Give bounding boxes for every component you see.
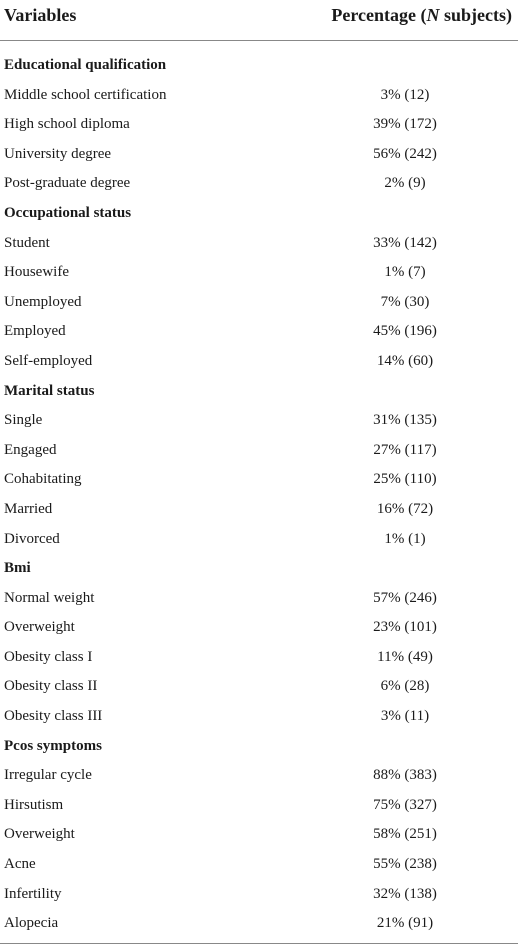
row-label: Married [4,500,53,517]
row-label: Single [4,412,43,429]
row-label: Housewife [4,264,69,281]
section-title: Occupational status [4,204,132,221]
section-header-row [0,377,518,407]
table-row [0,465,518,495]
row-label: Alopecia [4,915,59,932]
bottom-divider [0,943,518,944]
row-value: 2% (9) [384,175,426,192]
row-value: 1% (1) [384,530,426,547]
row-label: Unemployed [4,293,82,310]
row-value: 33% (142) [373,234,437,251]
row-value: 3% (12) [380,86,430,103]
header-divider [0,40,518,41]
table-row [0,436,518,466]
table-row [0,140,518,170]
column-header-percentage-n: N [426,5,440,25]
column-header-percentage-suffix: subjects) [439,5,512,25]
column-header-percentage-prefix: Percentage ( [331,5,427,25]
row-label: Cohabitating [4,471,82,488]
row-value: 11% (49) [377,648,433,665]
row-label: Self-employed [4,352,93,369]
row-value: 16% (72) [376,500,434,517]
table-row [0,643,518,673]
table-row [0,288,518,318]
table-row [0,613,518,643]
section-header-row [0,732,518,762]
row-value: 27% (117) [373,441,437,458]
row-value: 21% (91) [376,915,434,932]
section-title: Bmi [4,560,31,577]
column-header-percentage [331,3,512,27]
section-title: Educational qualification [4,57,167,73]
section-header-row [0,51,518,81]
row-label: Irregular cycle [4,767,92,784]
row-value: 31% (135) [373,412,437,429]
table-row [0,229,518,259]
row-value: 3% (11) [380,708,430,725]
row-value: 57% (246) [373,589,437,606]
row-value: 1% (7) [384,264,426,281]
row-value: 56% (242) [373,145,437,162]
row-label: University degree [4,145,112,162]
row-label: Overweight [4,826,75,843]
row-value: 58% (251) [373,826,437,843]
row-label: Employed [4,323,66,340]
row-label: Obesity class II [4,678,98,695]
table-row [0,258,518,288]
row-label: Hirsutism [4,796,64,813]
row-label: Obesity class I [4,648,93,665]
table-row [0,584,518,614]
row-value: 6% (28) [380,678,430,695]
row-label: Student [4,234,50,251]
table-row [0,347,518,377]
table-row [0,169,518,199]
row-label: Normal weight [4,589,95,606]
row-value: 55% (238) [373,856,437,873]
row-label: High school diploma [4,116,130,133]
row-label: Obesity class III [4,708,103,725]
row-value: 45% (196) [373,323,437,340]
row-value: 23% (101) [373,619,437,636]
row-label: Post-graduate degree [4,175,131,192]
table-row [0,761,518,791]
table-row [0,495,518,525]
section-title: Pcos symptoms [4,737,102,754]
row-value: 25% (110) [373,471,437,488]
table-row [0,317,518,347]
row-label: Overweight [4,619,75,636]
row-value: 14% (60) [376,352,434,369]
row-value: 39% (172) [373,116,437,133]
column-header-variables: Variables [4,5,77,25]
table-row [0,702,518,732]
table-row [0,791,518,821]
table-header-row [0,0,518,40]
table-row [0,672,518,702]
table-row [0,850,518,880]
row-label: Infertility [4,885,62,902]
table-row [0,110,518,140]
row-value: 32% (138) [373,885,437,902]
row-label: Divorced [4,530,60,547]
table-row [0,525,518,555]
table-row [0,820,518,850]
table-row [0,406,518,436]
section-header-row [0,554,518,584]
section-title: Marital status [4,382,95,399]
table-row [0,909,518,939]
table-row [0,880,518,910]
row-value: 7% (30) [380,293,430,310]
row-label: Engaged [4,441,57,458]
row-label: Acne [4,856,36,873]
table-row [0,81,518,111]
row-label: Middle school certification [4,86,167,103]
row-value: 75% (327) [373,796,437,813]
section-header-row [0,199,518,229]
row-value: 88% (383) [373,767,437,784]
table-body [0,51,518,939]
